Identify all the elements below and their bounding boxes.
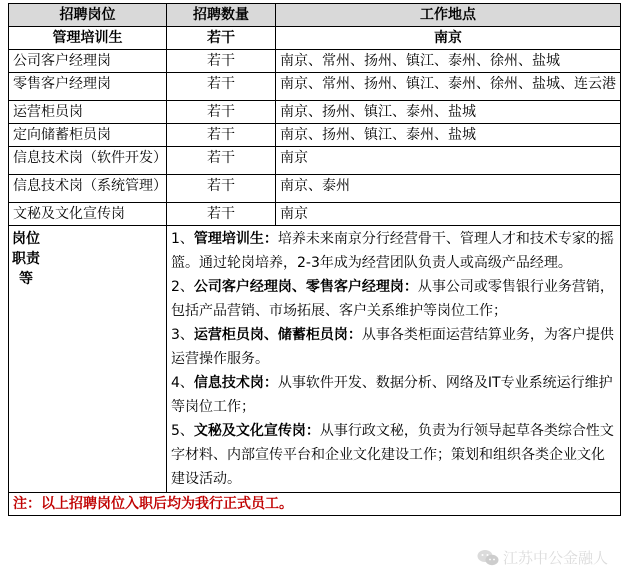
watermark-text: 江苏中公金融人 xyxy=(502,549,608,567)
note-text: 注：以上招聘岗位入职后均为我行正式员工。 xyxy=(9,493,621,516)
position-cell: 公司客户经理岗 xyxy=(9,50,167,73)
duty-item xyxy=(171,323,616,371)
duty-sep: ： xyxy=(263,375,278,391)
position-cell: 信息技术岗（系统管理） xyxy=(9,175,167,203)
table-row xyxy=(9,203,621,226)
duty-title: 运营柜员岗、储蓄柜员岗 xyxy=(193,327,348,343)
trainee-position: 管理培训生 xyxy=(9,27,167,50)
watermark xyxy=(477,547,608,568)
quantity-cell: 若干 xyxy=(167,124,276,147)
location-cell: 南京、扬州、镇江、泰州、盐城 xyxy=(276,101,621,124)
quantity-cell: 若干 xyxy=(167,101,276,124)
table-row xyxy=(9,50,621,73)
duty-sep: ： xyxy=(347,327,362,343)
duties-content xyxy=(167,226,621,493)
location-cell: 南京 xyxy=(276,203,621,226)
duties-row xyxy=(9,226,621,493)
trainee-quantity: 若干 xyxy=(167,27,276,50)
duties-label: 岗位职责等 xyxy=(12,231,40,287)
quantity-cell: 若干 xyxy=(167,147,276,175)
table-row xyxy=(9,147,621,175)
duty-num: 4、 xyxy=(171,375,194,391)
location-cell: 南京、泰州 xyxy=(276,175,621,203)
duty-title: 文秘及文化宣传岗 xyxy=(193,423,306,439)
position-cell: 零售客户经理岗 xyxy=(9,73,167,101)
duty-num: 2、 xyxy=(171,279,194,295)
header-location: 工作地点 xyxy=(276,4,621,27)
duty-num: 5、 xyxy=(171,423,194,439)
note-row xyxy=(9,493,621,516)
duty-text: 培养未来南京分行经营骨干、管理人才和技术专家的摇篮。通过轮岗培养，2-3年成为经营团队负责人或高级产品经理。 xyxy=(171,231,614,271)
duties-label-cell xyxy=(9,226,167,493)
duty-title: 管理培训生 xyxy=(193,231,264,247)
recruitment-table xyxy=(8,3,621,516)
location-cell: 南京、常州、扬州、镇江、泰州、徐州、盐城、连云港 xyxy=(276,73,621,101)
header-row xyxy=(9,4,621,27)
duty-item xyxy=(171,275,616,323)
position-cell: 定向储蓄柜员岗 xyxy=(9,124,167,147)
duty-text: 从事行政文秘，负责为行领导起草各类综合性文字材料、内部宣传平台和企业文化建设工作；策划和组织各类企业文化建设活动。 xyxy=(171,423,614,487)
position-cell: 信息技术岗（软件开发） xyxy=(9,147,167,175)
duty-item xyxy=(171,419,616,491)
duty-text: 从事软件开发、数据分析、网络及IT专业系统运行维护等岗位工作； xyxy=(171,375,613,415)
location-cell: 南京、常州、扬州、镇江、泰州、徐州、盐城 xyxy=(276,50,621,73)
quantity-cell: 若干 xyxy=(167,175,276,203)
duty-item xyxy=(171,227,616,275)
table-row xyxy=(9,73,621,101)
table-row xyxy=(9,124,621,147)
trainee-row xyxy=(9,27,621,50)
duty-text: 从事公司或零售银行业务营销，包括产品营销、市场拓展、客户关系维护等岗位工作； xyxy=(171,279,614,319)
quantity-cell: 若干 xyxy=(167,203,276,226)
duty-num: 3、 xyxy=(171,327,194,343)
duty-title: 公司客户经理岗、零售客户经理岗 xyxy=(193,279,404,295)
position-cell: 文秘及文化宣传岗 xyxy=(9,203,167,226)
duty-sep: ： xyxy=(263,231,278,247)
header-quantity: 招聘数量 xyxy=(167,4,276,27)
trainee-location: 南京 xyxy=(276,27,621,50)
quantity-cell: 若干 xyxy=(167,50,276,73)
position-cell: 运营柜员岗 xyxy=(9,101,167,124)
table-row xyxy=(9,175,621,203)
header-position: 招聘岗位 xyxy=(9,4,167,27)
wechat-icon xyxy=(477,549,499,567)
duty-item xyxy=(171,371,616,419)
location-cell: 南京 xyxy=(276,147,621,175)
duty-text: 从事各类柜面运营结算业务，为客户提供运营操作服务。 xyxy=(171,327,614,367)
location-cell: 南京、扬州、镇江、泰州、盐城 xyxy=(276,124,621,147)
duty-sep: ： xyxy=(305,423,320,439)
table-row xyxy=(9,101,621,124)
duty-sep: ： xyxy=(403,279,418,295)
duty-num: 1、 xyxy=(171,231,194,247)
quantity-cell: 若干 xyxy=(167,73,276,101)
duty-title: 信息技术岗 xyxy=(193,375,264,391)
